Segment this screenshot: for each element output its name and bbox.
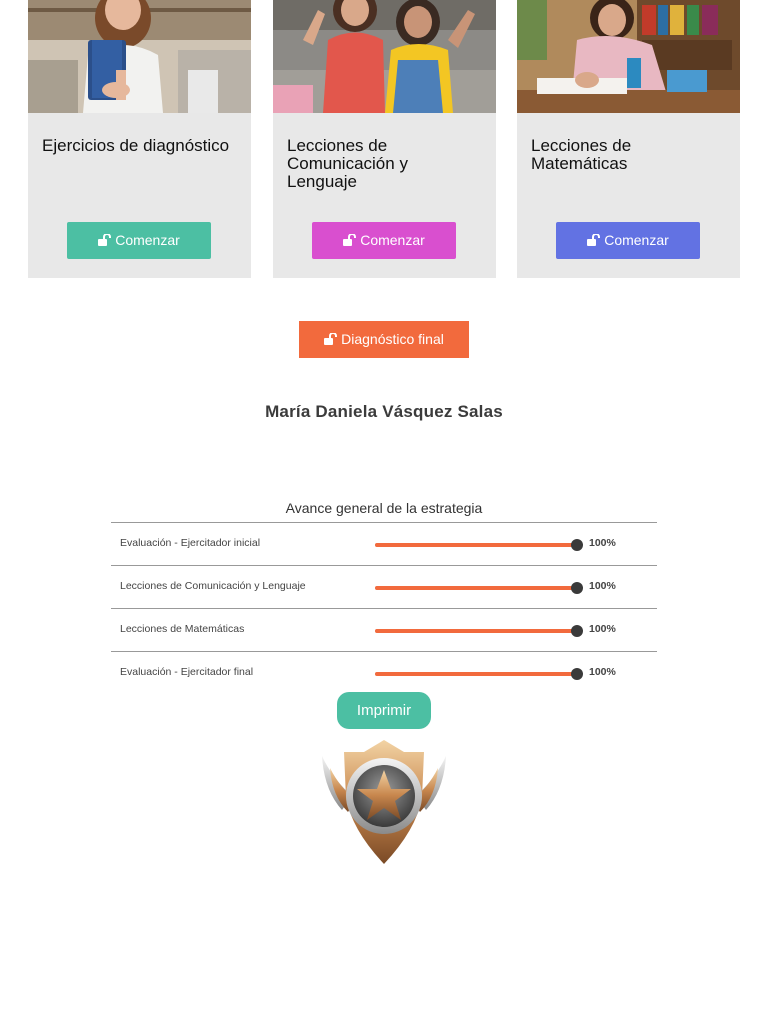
progress-row-label: Evaluación - Ejercitador final	[120, 666, 254, 678]
card-math-lessons	[517, 0, 740, 278]
student-name: María Daniela Vásquez Salas	[265, 402, 503, 421]
slider-thumb[interactable]	[571, 625, 583, 637]
progress-fill	[375, 629, 577, 633]
progress-slider[interactable]	[375, 629, 577, 633]
student-with-folder-photo	[28, 0, 251, 113]
start-diagnostic-button[interactable]	[67, 222, 211, 259]
start-communication-button[interactable]	[312, 222, 456, 259]
start-math-button[interactable]	[556, 222, 700, 259]
students-peace-sign-photo	[273, 0, 496, 113]
progress-percent: 100%	[589, 580, 616, 592]
progress-row	[111, 566, 657, 609]
progress-row-label: Lecciones de Comunicación y Lenguaje	[120, 580, 306, 592]
button-label: Comenzar	[604, 232, 669, 248]
progress-percent: 100%	[589, 623, 616, 635]
slider-thumb[interactable]	[571, 539, 583, 551]
unlock-icon	[343, 223, 356, 260]
progress-slider[interactable]	[375, 543, 577, 547]
print-button[interactable]: Imprimir	[337, 692, 431, 729]
star-medal-icon	[312, 738, 456, 866]
card-diagnostic-exercises	[28, 0, 251, 278]
final-diagnostic-button[interactable]	[299, 321, 469, 358]
unlock-icon	[98, 223, 111, 260]
progress-percent: 100%	[589, 537, 616, 549]
card-title: Lecciones de Comunicación y Lenguaje	[287, 136, 408, 191]
slider-thumb[interactable]	[571, 582, 583, 594]
card-communication-lessons	[273, 0, 496, 278]
unlock-icon	[587, 223, 600, 260]
progress-row	[111, 609, 657, 652]
progress-percent: 100%	[589, 666, 616, 678]
progress-slider[interactable]	[375, 672, 577, 676]
button-label: Comenzar	[115, 232, 180, 248]
slider-thumb[interactable]	[571, 668, 583, 680]
progress-row	[111, 523, 657, 566]
card-title: Lecciones de Matemáticas	[531, 136, 632, 173]
progress-title: Avance general de la estrategia	[111, 497, 657, 523]
course-cards	[28, 0, 740, 278]
student-writing-photo	[517, 0, 740, 113]
progress-fill	[375, 586, 577, 590]
progress-row-label: Lecciones de Matemáticas	[120, 623, 245, 635]
button-label: Diagnóstico final	[341, 331, 444, 347]
progress-slider[interactable]	[375, 586, 577, 590]
button-label: Comenzar	[360, 232, 425, 248]
progress-row-label: Evaluación - Ejercitador inicial	[120, 537, 261, 549]
card-title: Ejercicios de diagnóstico	[42, 136, 230, 155]
progress-table	[111, 497, 657, 694]
progress-fill	[375, 672, 577, 676]
progress-fill	[375, 543, 577, 547]
unlock-icon	[324, 322, 337, 359]
progress-row	[111, 652, 657, 694]
